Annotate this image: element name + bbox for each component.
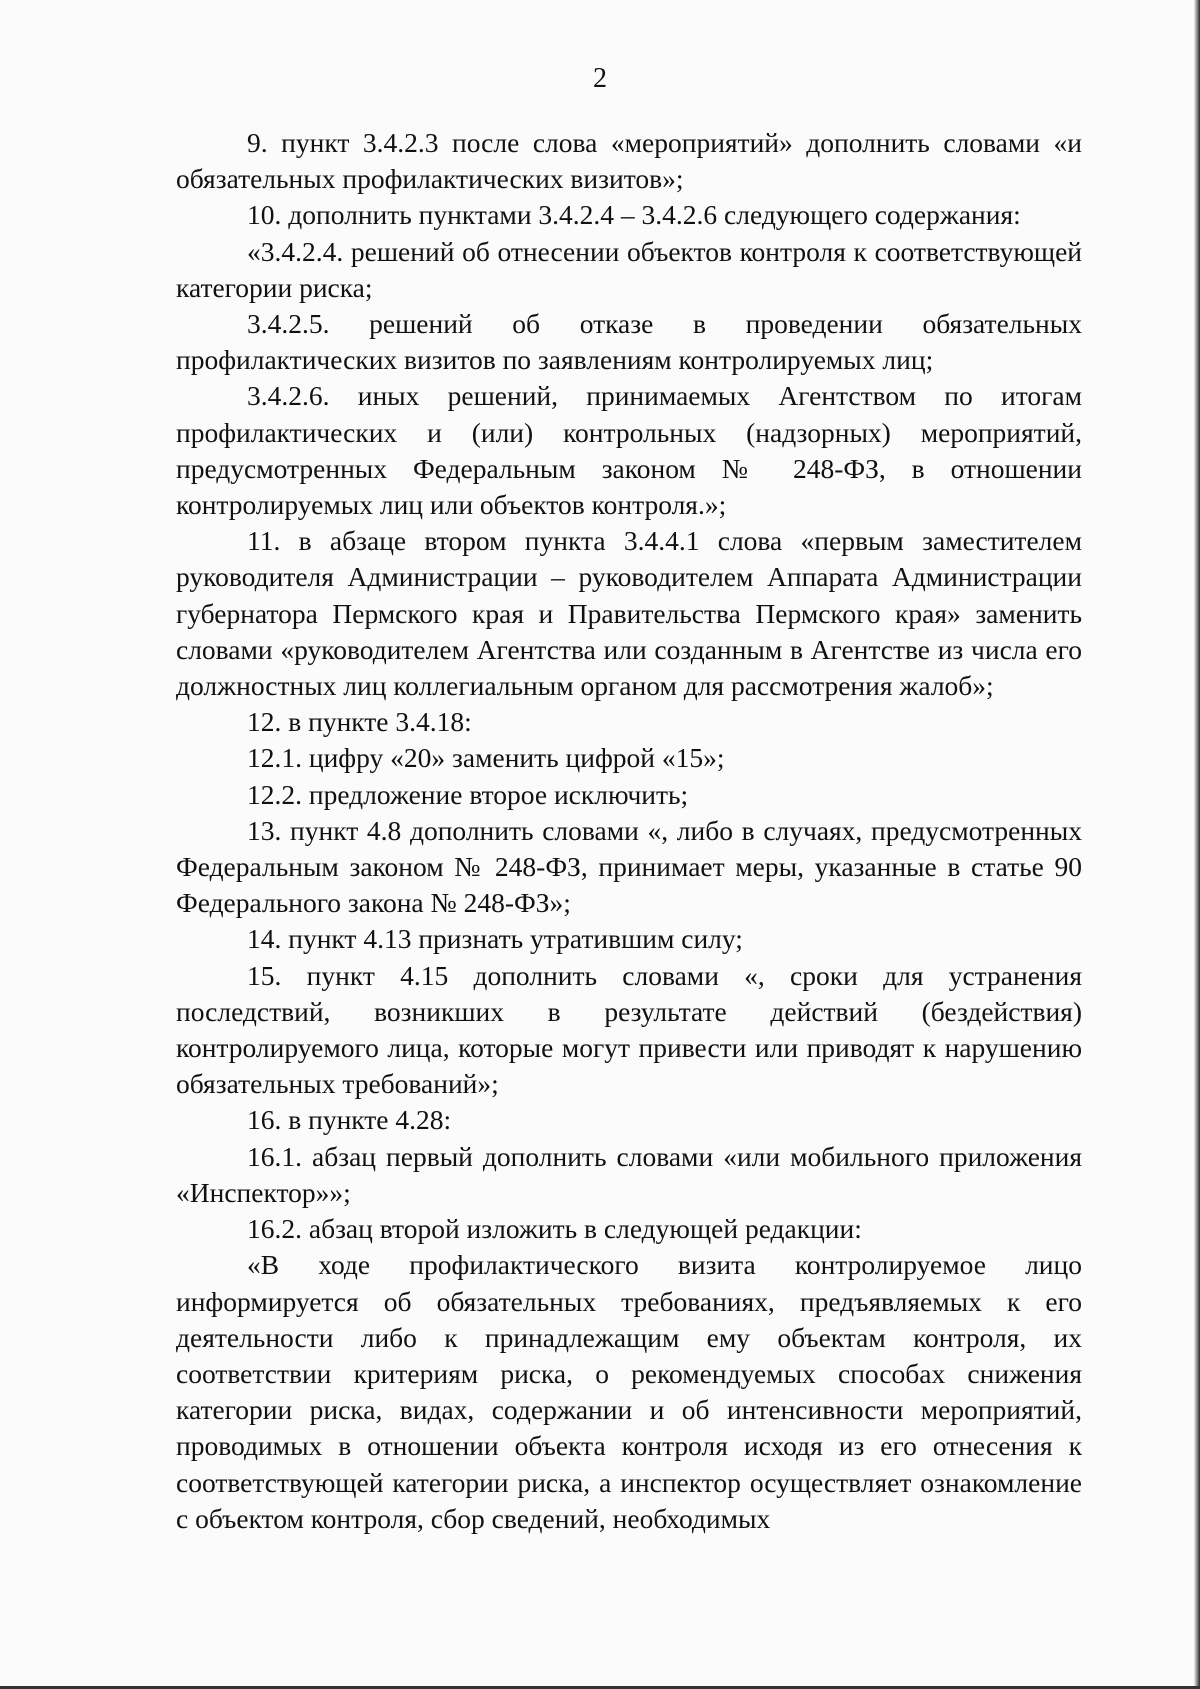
paragraph-item-16: 16. в пункте 4.28: (247, 1104, 452, 1136)
paragraph-item-12: 12. в пункте 3.4.18: (247, 706, 472, 738)
paragraph-3-4-2-4: «3.4.2.4. решений об отнесении объектов контроля к соответствующей категории риска; (176, 235, 1082, 303)
page-number: 2 (593, 63, 607, 94)
paragraph-item-16-2: 16.2. абзац второй изложить в следующей редакции: (247, 1213, 862, 1245)
paragraph-3-4-2-5: 3.4.2.5. решений об отказе в проведении обязательных профилактических визитов по заявлениям контролируемых лиц; (176, 308, 1082, 376)
paragraph-3-4-2-6: 3.4.2.6. иных решений, принимаемых Агентством по итогам профилактических и (или) контрольных (надзорных) мероприятий, предусмотренных Федеральным законом № 248-ФЗ, в отношении контролируемых лиц или объектов контроля.»; (176, 380, 1082, 521)
paragraph-item-15: 15. пункт 4.15 дополнить словами «, сроки для устранения последствий, возникших в результате действий (бездействия) контролируемого лица, которые могут привести или приводят к нарушению обязательных требований»; (176, 959, 1082, 1100)
paragraph-item-12-2: 12.2. предложение второе исключить; (247, 778, 689, 810)
paragraph-item-10: 10. дополнить пунктами 3.4.2.4 – 3.4.2.6 следующего содержания: (247, 199, 1021, 231)
paragraph-item-9: 9. пункт 3.4.2.3 после слова «мероприятий» дополнить словами «и обязательных профилактических визитов»; (176, 127, 1082, 195)
paragraph-item-16-1: 16.1. абзац первый дополнить словами «или мобильного приложения «Инспектор»»; (176, 1140, 1082, 1208)
paragraph-quoted-text: «В ходе профилактического визита контролируемое лицо информируется об обязательных требованиях, предъявляемых к его деятельности либо к принадлежащим ему объектам контроля, их соответствии критериям риска, о рекомендуемых способах снижения категории риска, видах, содержании и об интенсивности мероприятий, проводимых в отношении объекта контроля исходя из его отнесения к соответствующей категории риска, а инспектор осуществляет ознакомление с объектом контроля, сбор сведений, необходимых (176, 1249, 1082, 1534)
document-body (176, 125, 1082, 1537)
paragraph-item-13: 13. пункт 4.8 дополнить словами «, либо в случаях, предусмотренных Федеральным законом № 248-ФЗ, принимает меры, указанные в статье 90 Федерального закона № 248-ФЗ»; (176, 814, 1082, 919)
scan-right-edge (1194, 0, 1200, 1689)
paragraph-item-11: 11. в абзаце втором пункта 3.4.4.1 слова «первым заместителем руководителя Администрации – руководителем Аппарата Администрации губернатора Пермского края и Правительства Пермского края» заменить словами «руководителем Агентства или созданным в Агентстве из числа его должностных лиц коллегиальным органом для рассмотрения жалоб»; (176, 525, 1082, 702)
paragraph-item-14: 14. пункт 4.13 признать утратившим силу; (247, 923, 743, 955)
paragraph-item-12-1: 12.1. цифру «20» заменить цифрой «15»; (247, 742, 725, 774)
